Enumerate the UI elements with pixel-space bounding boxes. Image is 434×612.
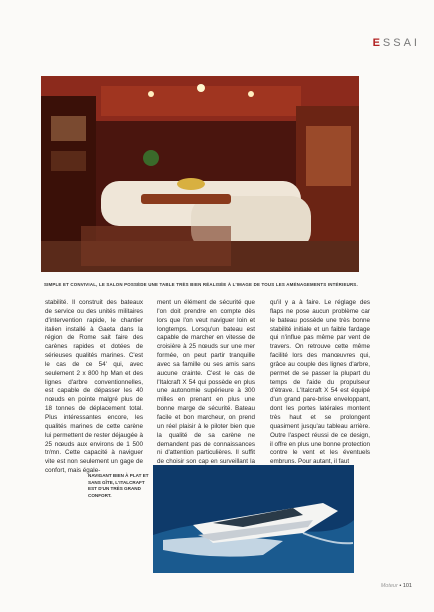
section-header: [373, 37, 420, 49]
column-2-text: ment un élément de sécurité que l'on doit prendre en compte dès lors que l'on veut naviguer loin et longtemps. Lorsqu'un bateau est capable de marcher en vitesse de croisière à 25 nœuds sur une mer formée, on peut partir tranquille avec sa famille ou ses amis sans aucune crainte. C'est le cas de l'Italcraft X 54 qui possède en plus une autonomie supérieure à 300 milles en prenant en plus une bonne marge de sécurité. Bateau facile et bon marcheur, on prend un réel plaisir à le piloter bien que la qualité de sa carène ne demandent pas de connaissances ni d'attention particulières. Il suffit de choisir son cap en surveillant la: [157, 299, 255, 466]
top-photo-caption: SIMPLE ET CONVIVIAL, LE SALON POSSÈDE UNE TABLE TRÈS BIEN RÉALISÉE À L'IMAGE DE TOUS LES AMÉNAGEMENTS INTÉRIEURS.: [44, 282, 358, 287]
article-column-3: [270, 299, 370, 467]
magazine-name: Moteur: [380, 583, 398, 589]
article-column-2: [157, 299, 255, 476]
bottom-photo-caption: NAVIGANT BIEN À PLAT ET SANS GÎTE, L'ITALCRAFT EST D'UN TRÈS GRAND CONFORT.: [88, 473, 149, 498]
salon-illustration: [41, 76, 359, 272]
salon-photo: [41, 76, 359, 272]
footer-separator: •: [399, 583, 402, 589]
header-accent: E: [372, 37, 383, 49]
column-1-text: stabilité. Il construit des bateaux de service ou des unités militaires d'intervention rapide, le chantier italien installé à Gaeta dans la région de Rome sait faire des carènes rapides et dotées de sérieuses qualités marines. C'est le cas de ce 54' qui, avec seulement 2 x 800 hp Man et des lignes d'arbre conventionnelles, est capable de dépasser les 40 nœuds en pointe malgré plus de 18 tonnes de déplacement total. Plus intéressantes encore, les qualités marines de cette carène lui permettent de rester déjaugée à 25 nœuds aux environs de 1 500 tr/mn. Cette capacité à naviguer vite est non seulement un gage de confort, mais égale-: [45, 299, 143, 475]
header-text: SSAI: [382, 37, 420, 49]
column-3-text: qu'il y a à faire. Le réglage des flaps ne pose aucun problème car le bateau possède une très bonne stabilité initiale et un faible fardage qui n'influe pas même par vent de travers. On retrouve cette même facilité lors des manœuvres qui, grâce au couple des lignes d'arbre, permet de se passer la plupart du temps de l'aide du propulseur d'étrave. L'Italcraft X 54 est équipé d'un grand pare-brise enveloppant, dont les portes latérales montent très haut et se prolongent quasiment jusqu'au tableau arrière. Outre l'aspect réussi de ce design, il offre en plus une bonne protection contre le vent et les éventuels embruns. Pour autant, il faut: [270, 299, 371, 466]
page-footer: [381, 583, 412, 589]
article-column-1: [45, 299, 143, 476]
boat-photo: [153, 465, 354, 573]
boat-illustration: [153, 465, 354, 573]
page-number: 101: [402, 583, 412, 589]
